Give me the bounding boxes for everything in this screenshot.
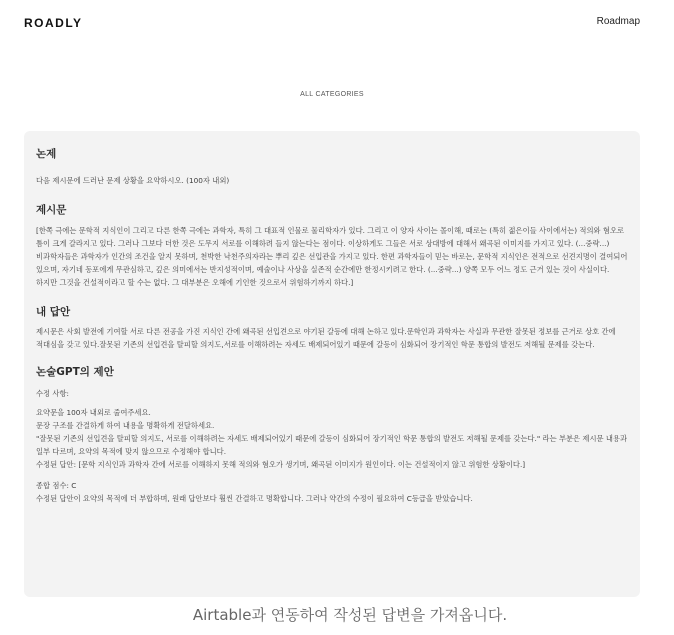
- score-comment: 수정된 답안이 요약의 목적에 더 부합하며, 원래 답안보다 훨씬 간결하고 명확합니다. 그러나 약간의 수정이 필요하여 C등급을 받았습니다.: [36, 494, 473, 503]
- score-label: 종합 점수: C: [36, 481, 77, 490]
- nav-link-roadmap[interactable]: Roadmap: [596, 16, 640, 27]
- all-categories-link[interactable]: ALL CATEGORIES: [300, 91, 364, 98]
- feedback-line: 문장 구조를 간결하게 하여 내용을 명확하게 전달하세요.: [36, 421, 215, 430]
- top-navigation-bar: [0, 0, 674, 44]
- feedback-heading: 수정 사항:: [36, 389, 69, 398]
- roadly-logo[interactable]: ROADLY: [24, 16, 83, 30]
- feedback-line: 요약문을 100자 내외로 줄여주세요.: [36, 408, 151, 417]
- caption-text: Airtable과 연동하여 작성된 답변을 가져옵니다.: [192, 606, 508, 624]
- my-answer-title: 내 답안: [36, 306, 71, 318]
- feedback-line: "잘못된 기존의 선입견을 탈피할 의지도, 서로를 이해하려는 자세도 배제되어있기 때문에 갈등이 심화되어 장기적인 학문 통합의 발전도 저해될 문제를 갖는다." 라는 부분은 제시문 내용과 일부 다르며, 요약의 목적에 맞지 않으므로 수정해야 합니다.: [36, 434, 628, 456]
- topic-text: 다음 제시문에 드러난 문제 상황을 요약하시오. (100자 내외): [36, 176, 230, 185]
- feedback-line: 수정된 답안: [문학 지식인과 과학자 간에 서로를 이해하지 못해 적의와 혐오가 생기며, 왜곡된 이미지가 원인이다. 이는 건설적이지 않고 위험한 상황이다.]: [36, 460, 526, 469]
- topic-title: 논제: [36, 148, 57, 160]
- prompt-text: [한쪽 극에는 문학적 지식인이 그리고 다른 한쪽 극에는 과학자, 특히 그 대표적 인물로 물리학자가 있다. 그리고 이 양자 사이는 몰이해, 때로는 (특히 젊은이들 사이에서는) 적의와 혐오로 틈이 크게 갈라지고 있다. 그러나 그보다 더한 것은 도무지 서로를 이해하려 들지 않는다는 점이다. 이상하게도 그들은 서로 상대방에 대해서 왜곡된 이미지를 가지고 있다. (...중략...) 비과학자들은 과학자가 인간의 조건을 알지 못하며, 천박한 낙천주의자라는 뿌리 깊은 선입관을 가지고 있다. 한편 과학자들이 믿는 바로는, 문학적 지식인은 전적으로 선견지명이 결여되어 있으며, 자기네 동포에게 무관심하고, 깊은 의미에서는 반지성적이며, 예술이나 사상을 실존적 순간에만 한정시키려고 한다. (...중략...) 양쪽 모두 어느 정도 근거 있는 것이 사실이다. 하지만 그것을 건설적이라고 할 수는 없다. 그 대부분은 오해에 기인한 것으로서 위험하기까지 하다.]: [36, 226, 628, 287]
- score-block: [36, 479, 629, 505]
- feedback-list: [36, 406, 629, 471]
- my-answer-text: 제시문은 사회 발전에 기여할 서로 다른 전공을 가진 지식인 간에 왜곡된 선입견으로 야기된 갈등에 대해 논하고 있다.문학인과 과학자는 사실과 무관한 잘못된 정보를 근거로 상호 간에 적대심을 갖고 있다.잘못된 기존의 선입견을 탈피할 의지도,서로를 이해하려는 자세도 배제되어있기 때문에 갈등이 심화되어 장기적인 학문 통합의 발전도 저해될 문제를 갖는다.: [36, 327, 616, 349]
- prompt-title: 제시문: [36, 204, 67, 216]
- answer-card: [24, 131, 640, 597]
- feedback-title: 논술GPT의 제안: [36, 366, 114, 378]
